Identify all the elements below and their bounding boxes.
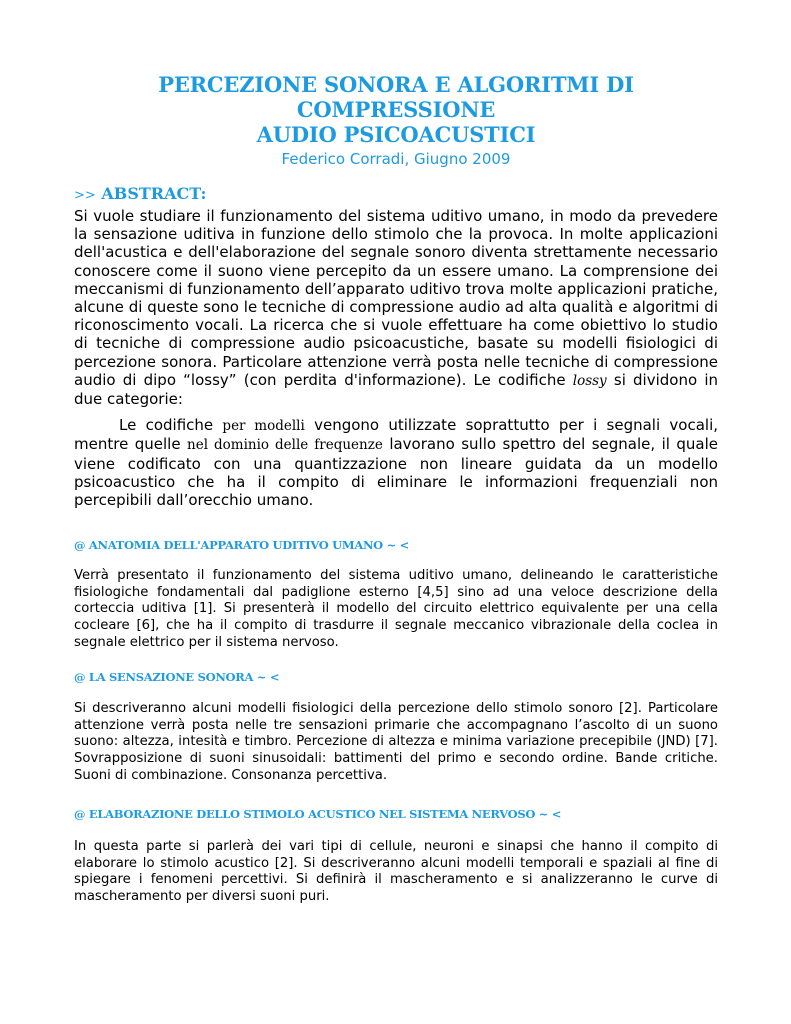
author-date: Federico Corradi, Giugno 2009	[281, 150, 511, 168]
title-line-2: AUDIO PSICOACUSTICI	[256, 122, 536, 147]
abstract-heading	[74, 184, 718, 206]
section-heading-elaborazione: @ ELABORAZIONE DELLO STIMOLO ACUSTICO NEL SISTEMA NERVOSO ~ <	[74, 807, 562, 822]
document-title	[74, 72, 718, 147]
abstract-paragraph-2	[74, 416, 718, 509]
abstract-heading-text: ABSTRACT:	[101, 184, 207, 203]
abstract-arrows: >>	[74, 188, 96, 203]
abstract-p2-term1: per modelli	[222, 418, 305, 435]
section-heading-sensazione: @ LA SENSAZIONE SONORA ~ <	[74, 670, 280, 685]
title-line-1: PERCEZIONE SONORA E ALGORITMI DI COMPRESSIONE	[158, 72, 634, 122]
section-body-sensazione: Si descriveranno alcuni modelli fisiologici della percezione dello stimolo sonoro [2]. Particolare attenzione verrà posta nelle tre sensazioni primarie che accompagnano l’ascolto di un suono suono: altezza, intesità e timbro. Percezione di altezza e minima variazione precepibile (JND) [7]. Sovrapposizione di suoni sinusoidali: battimenti del primo e secondo ordine. Bande critiche. Suoni di combinazione. Consonanza percettiva.	[74, 701, 718, 783]
abstract-p2-c: lavorano sullo spettro del segnale, il quale viene codificato con una quantizzazione non lineare guidata da un modello psicoacustico che ha il compito di eliminare le informazioni frequenziali non percepibili dall’orecchio umano.	[74, 435, 718, 510]
section-heading-anatomia: @ ANATOMIA DELL'APPARATO UDITIVO UMANO ~ <	[74, 538, 409, 553]
abstract-p2-a: Le codifiche	[119, 416, 214, 435]
abstract-p1-main: Si vuole studiare il funzionamento del sistema uditivo umano, in modo da prevedere la sensazione uditiva in funzione dello stimolo che la provoca. In molte applicazioni dell'acustica e dell'elaborazione del segnale sonoro diventa strettamente necessario conoscere come il suono viene percepito da un essere umano. La comprensione dei meccanismi di funzionamento dell’apparato uditivo trova molte applicazioni pratiche, alcune di queste sono le tecniche di compressione audio ad alta qualità e algoritmi di riconoscimento vocali. La ricerca che si vuole effettuare ha come obiettivo lo studio di tecniche di compressione audio psicoacustiche, basate su modelli fisiologici di percezione sonora. Particolare attenzione verrà posta nelle tecniche di compressione audio di dipo “lossy” (con perdita d'informazione). Le codifiche	[74, 207, 718, 389]
abstract-p2-term2: nel dominio delle frequenze	[187, 437, 383, 454]
abstract-p1-lossy: lossy	[572, 372, 607, 389]
abstract-p1-tail: si dividono in due categorie:	[74, 370, 718, 409]
section-body-elaborazione: In questa parte si parlerà dei vari tipi di cellule, neuroni e sinapsi che hanno il compito di elaborare lo stimolo acustico [2]. Si descriveranno alcuni modelli temporali e spaziali al fine di spiegare i fenomeni percettivi. Si definirà il mascheramento e si analizzeranno le curve di mascheramento per diversi suoni puri.	[74, 839, 718, 904]
document-page	[74, 72, 718, 906]
abstract-p2-b: vengono utilizzate soprattutto per i segnali vocali, mentre quelle	[74, 416, 718, 454]
section-body-anatomia: Verrà presentato il funzionamento del sistema uditivo umano, delineando le caratteristiche fisiologiche fondamentali dal padiglione esterno [4,5] sino ad una veloce descrizione della corteccia uditiva [1]. Si presenterà il modello del circuito elettrico equivalente per una cella cocleare [6], che ha il compito di trasdurre il segnale meccanico vibrazionale della coclea in segnale elettrico per il sistema nervoso.	[74, 568, 718, 650]
abstract-paragraph-1	[74, 207, 718, 408]
